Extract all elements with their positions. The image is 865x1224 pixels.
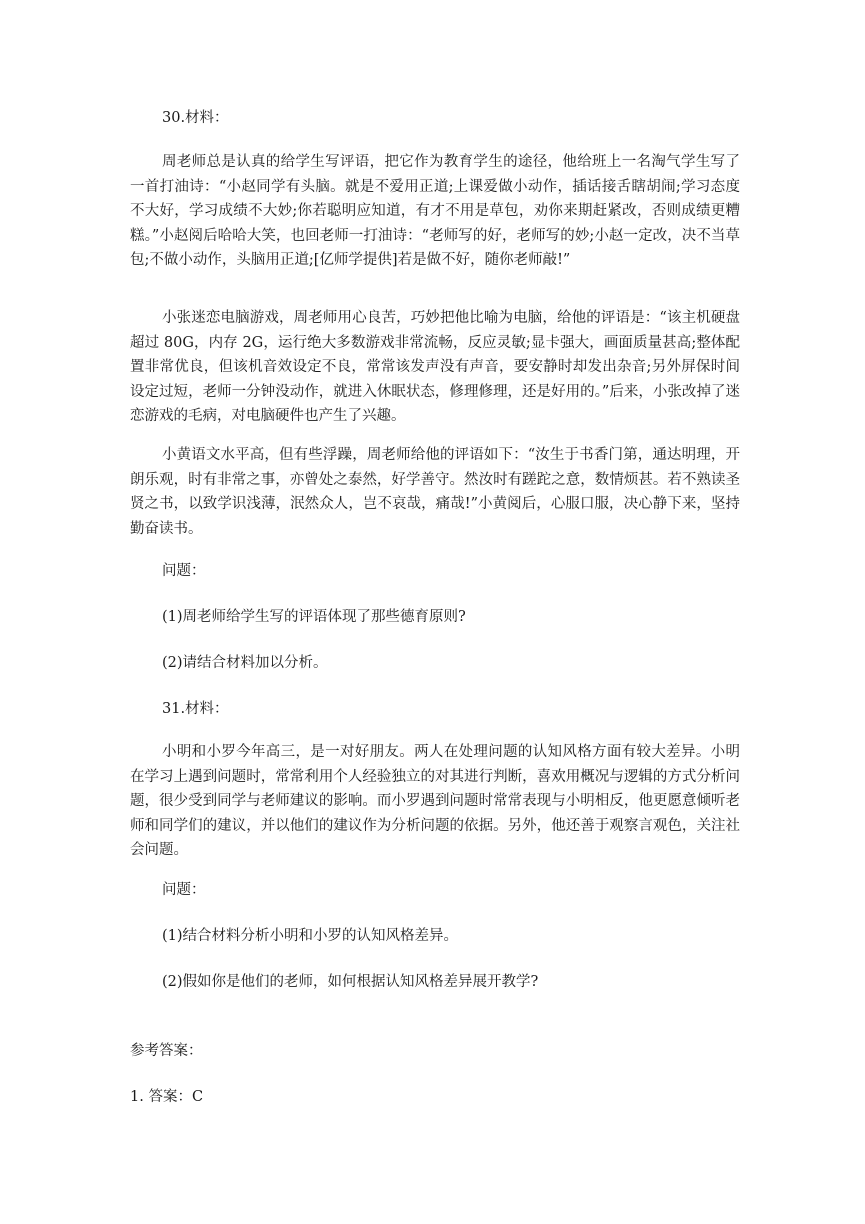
q31-question-1: (1)结合材料分析小明和小罗的认知风格差异。: [162, 928, 459, 944]
q30-question-1: (1)周老师给学生写的评语体现了那些德育原则?: [162, 609, 466, 625]
answer-item-1: 1. 答案：C: [130, 1089, 204, 1105]
q30-question-label: 问题：: [162, 563, 206, 579]
q31-question-label: 问题：: [162, 882, 206, 898]
q30-question-2: (2)请结合材料加以分析。: [162, 655, 328, 671]
q30-paragraph-1: 周老师总是认真的给学生写评语，把它作为教育学生的途径，他给班上一名淘气学生写了一首打油诗：“小赵同学有头脑。就是不爱用正道;上课爱做小动作，插话接舌瞎胡闹;学习态度不大好，学习成绩不大妙;你若聪明应知道，有才不用是草包，劝你来期赶紧改，否则成绩更糟糕。”小赵阅后哈哈大笑，也回老师一打油诗：“老师写的好，老师写的妙;小赵一定改，决不当草包;不做小动作，头脑用正道;[亿师学提供]若是做不好，随你老师敲!”: [130, 154, 740, 268]
q31-heading: 31.材料：: [162, 701, 229, 717]
q30-paragraph-2: 小张迷恋电脑游戏，周老师用心良苦，巧妙把他比喻为电脑，给他的评语是：“该主机硬盘超过 80G，内存 2G，运行绝大多数游戏非常流畅，反应灵敏;显卡强大，画面质量甚高;整体配置非常优良，但该机音效设定不良，常常该发声没有声音，要安静时却发出杂音;另外屏保时间设定过短，老师一分钟没动作，就进入休眠状态，修理修理，还是好用的。”后来，小张改掉了迷恋游戏的毛病，对电脑硬件也产生了兴趣。: [130, 310, 740, 424]
q31-question-2: (2)假如你是他们的老师，如何根据认知风格差异展开教学?: [162, 974, 539, 990]
answers-heading: 参考答案：: [130, 1043, 203, 1059]
q31-paragraph-1: 小明和小罗今年高三，是一对好朋友。两人在处理问题的认知风格方面有较大差异。小明在学习上遇到问题时，常常利用个人经验独立的对其进行判断，喜欢用概况与逻辑的方式分析问题，很少受到同学与老师建议的影响。而小罗遇到问题时常常表现与小明相反，他更愿意倾听老师和同学们的建议，并以他们的建议作为分析问题的依据。另外，他还善于观察言观色，关注社会问题。: [130, 744, 740, 858]
q30-paragraph-3: 小黄语文水平高，但有些浮躁，周老师给他的评语如下：“汝生于书香门第，通达明理，开朗乐观，时有非常之事，亦曾处之泰然，好学善守。然汝时有蹉跎之意，数情烦甚。若不熟读圣贤之书，以致学识浅薄，泯然众人，岂不哀哉，痛哉!”小黄阅后，心服口服，决心静下来，坚持勤奋读书。: [130, 447, 740, 537]
q30-heading: 30.材料：: [162, 110, 229, 126]
